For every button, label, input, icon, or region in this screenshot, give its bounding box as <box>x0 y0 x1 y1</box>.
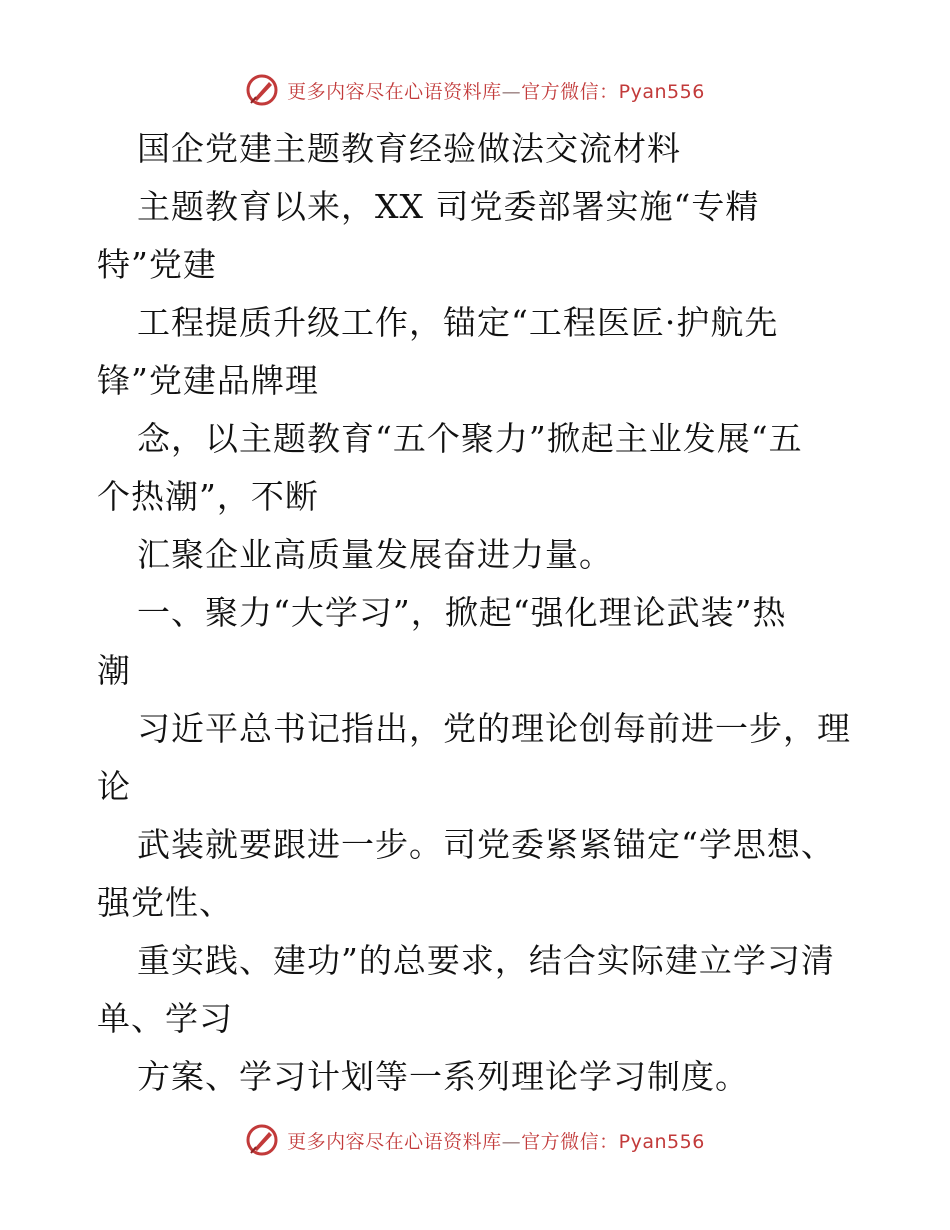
text-line: 锋”党建品牌理 <box>97 361 319 400</box>
text-line: 方案、学习计划等一系列理论学习制度。 <box>137 1057 749 1096</box>
banner-wechat-id: 官方微信：Pyan556 <box>521 80 705 103</box>
text-line: 主题教育以来，XX 司党委部署实施“专精 <box>137 187 760 226</box>
banner-title: 更多内容尽在心语资料库 <box>287 80 502 103</box>
banner-content <box>245 1123 705 1157</box>
text-line: 强党性、 <box>97 883 233 922</box>
text-line: 单、学习 <box>97 999 233 1038</box>
document-body <box>97 120 867 1106</box>
text-line: 国企党建主题教育经验做法交流材料 <box>137 129 681 168</box>
banner-separator: — <box>501 1130 522 1153</box>
banner-separator: — <box>501 80 522 103</box>
text-line: 习近平总书记指出，党的理论创每前进一步，理 <box>137 709 851 748</box>
text-line: 论 <box>97 767 131 806</box>
footer-watermark-banner <box>0 1120 950 1160</box>
text-line: 潮 <box>97 651 131 690</box>
banner-title: 更多内容尽在心语资料库 <box>287 1130 502 1153</box>
pen-logo-icon <box>245 1123 279 1157</box>
banner-wechat-id: 官方微信：Pyan556 <box>521 1130 705 1153</box>
text-line: 特”党建 <box>97 245 217 284</box>
text-line: 个热潮”，不断 <box>97 477 319 516</box>
text-line: 武装就要跟进一步。司党委紧紧锚定“学思想、 <box>137 825 835 864</box>
text-line: 汇聚企业高质量发展奋进力量。 <box>137 535 613 574</box>
banner-text-line <box>287 1127 705 1154</box>
text-line: 重实践、建功”的总要求，结合实际建立学习清 <box>137 941 835 980</box>
text-line: 一、聚力“大学习”，掀起“强化理论武装”热 <box>137 593 787 632</box>
text-line: 工程提质升级工作，锚定“工程医匠·护航先 <box>137 303 779 342</box>
pen-logo-icon <box>245 73 279 107</box>
banner-content <box>245 73 705 107</box>
header-watermark-banner <box>0 70 950 110</box>
banner-text-line <box>287 77 705 104</box>
text-line: 念，以主题教育“五个聚力”掀起主业发展“五 <box>137 419 803 458</box>
